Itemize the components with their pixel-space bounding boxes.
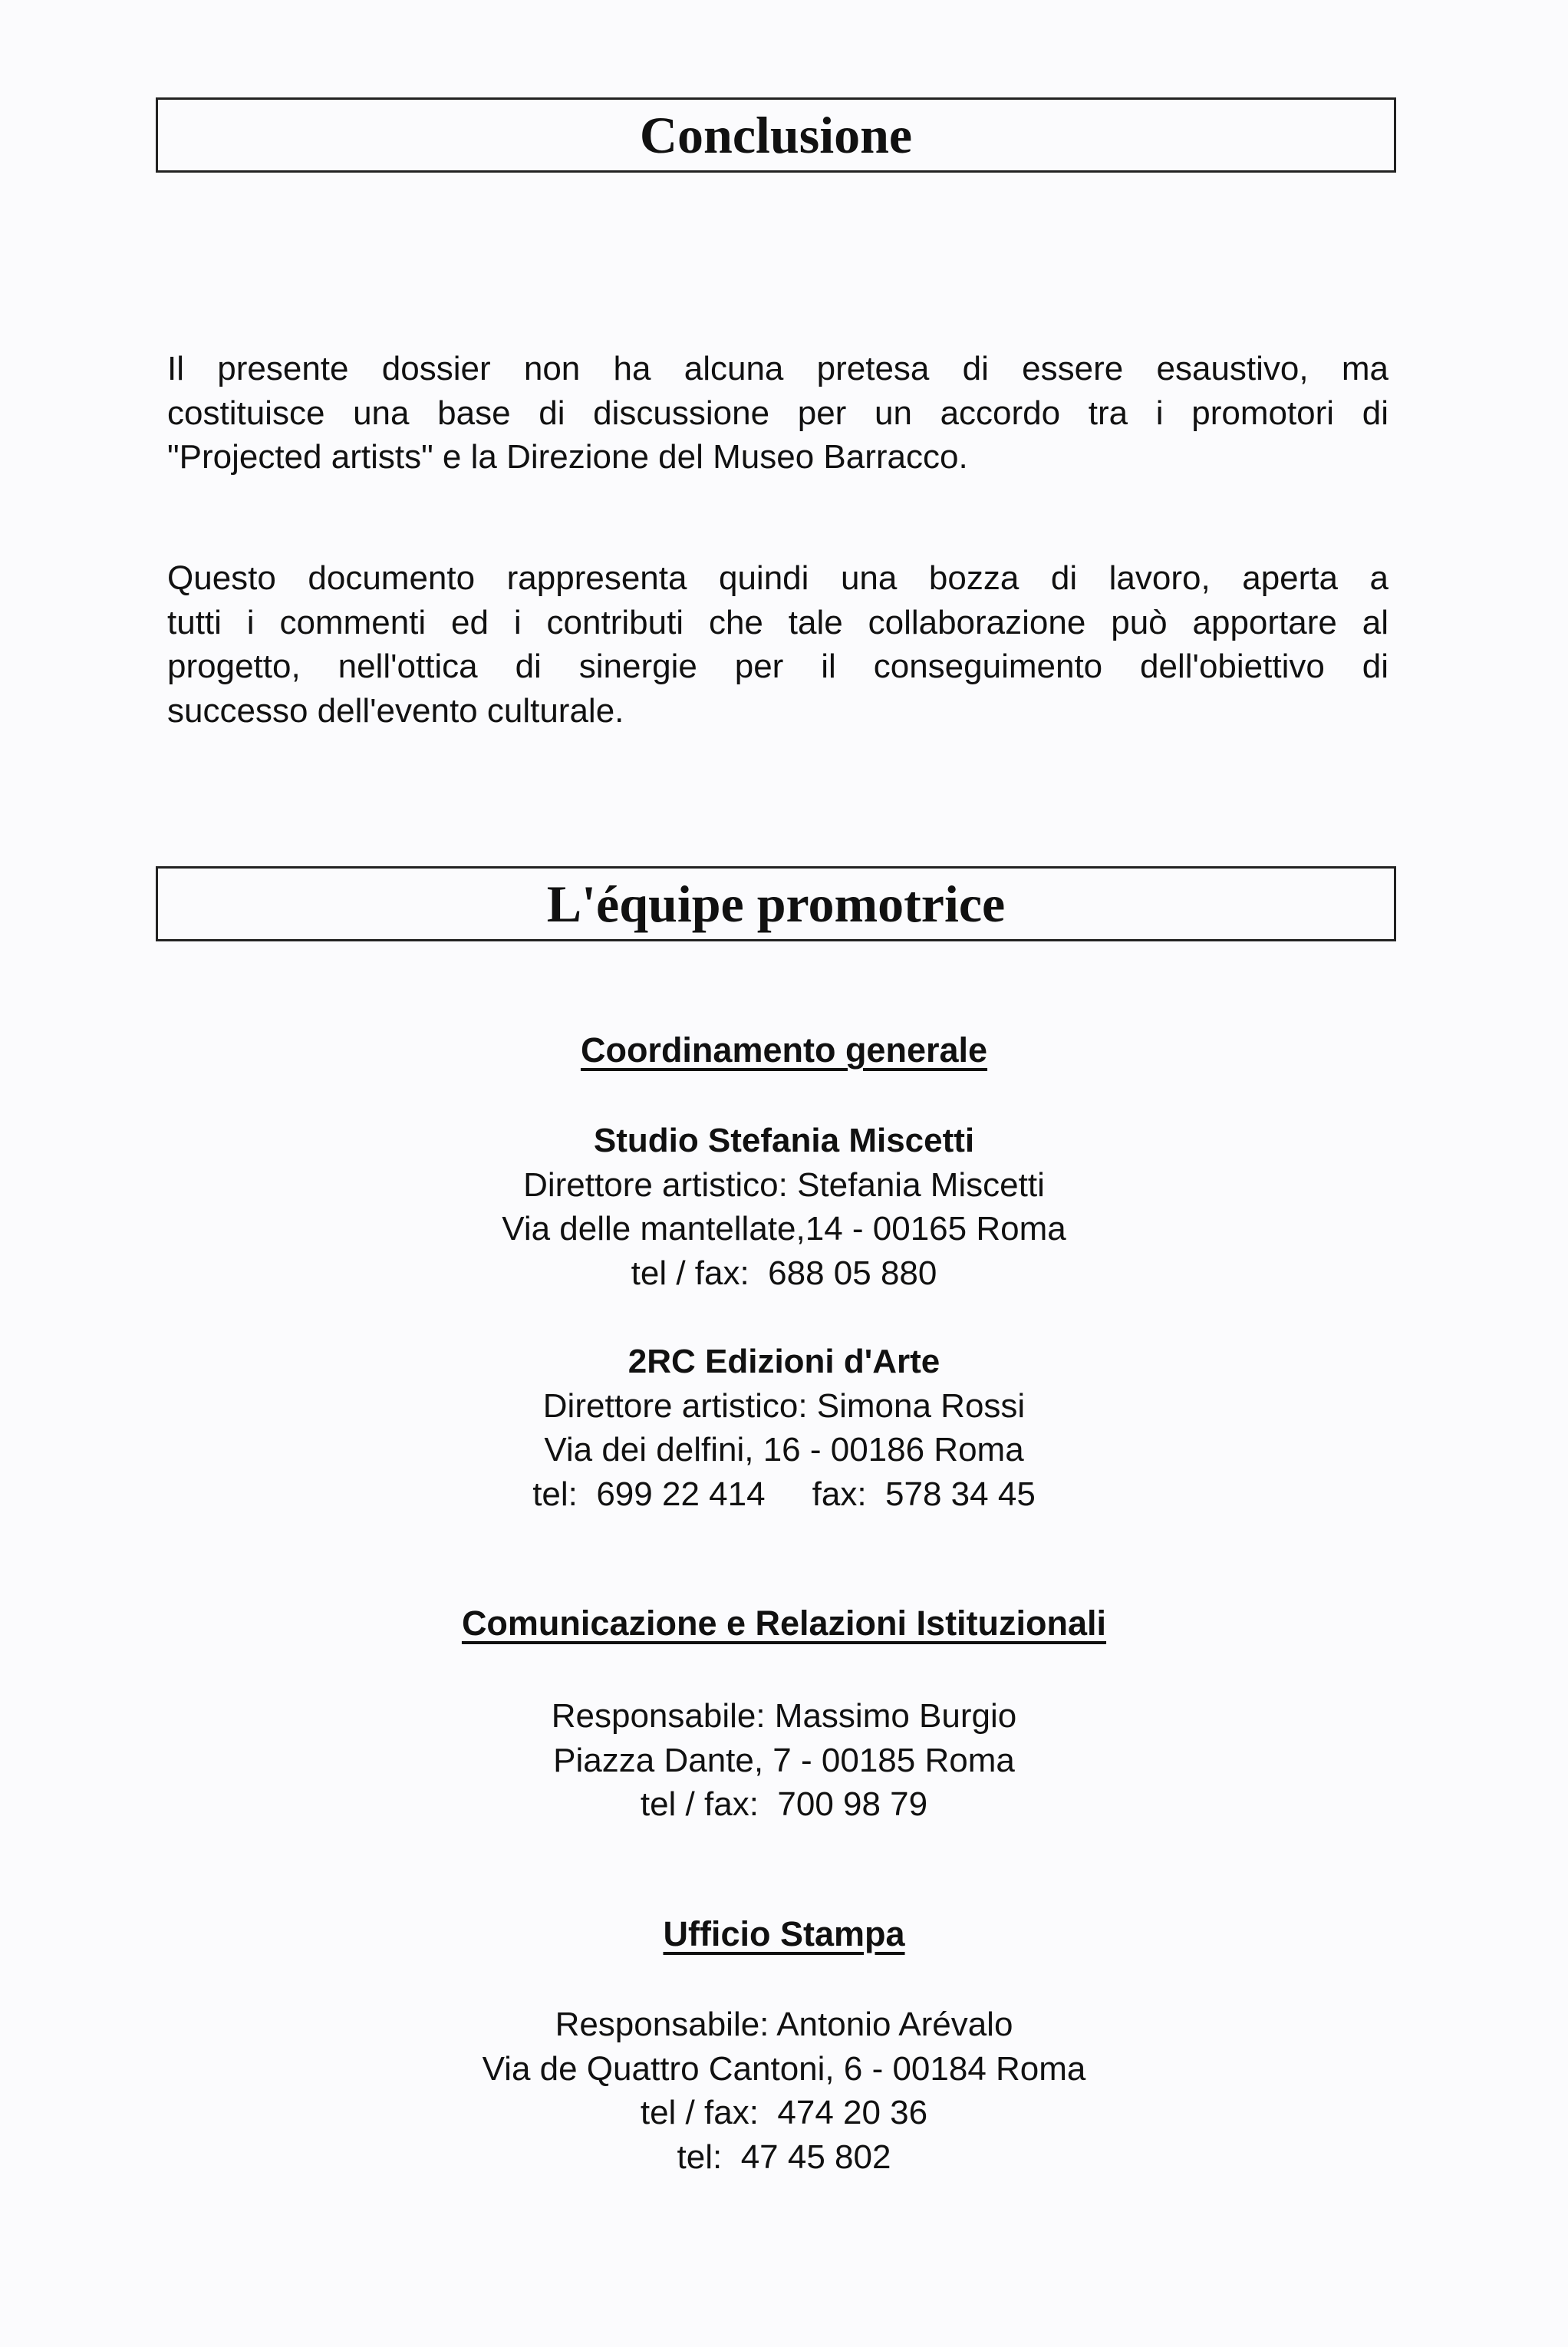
coordinamento-heading: Coordinamento generale	[580, 1030, 988, 1070]
phone: tel / fax: 700 98 79	[640, 1785, 928, 1823]
address: Via delle mantellate,14 - 00165 Roma	[502, 1210, 1066, 1248]
conclusione-paragraph-1	[167, 347, 1388, 480]
manager: Responsabile: Massimo Burgio	[551, 1697, 1017, 1735]
phone: tel / fax: 474 20 36	[640, 2094, 928, 2131]
conclusione-paragraph-2	[167, 556, 1388, 733]
text-line: tutti i commenti ed i contributi che tale collaborazione può apportare al	[167, 603, 1388, 641]
text-line: "Projected artists" e la Direzione del Museo Barracco.	[167, 438, 968, 476]
phone: tel / fax: 688 05 880	[631, 1254, 937, 1292]
org-name: 2RC Edizioni d'Arte	[628, 1343, 940, 1380]
text-line: Questo documento rappresenta quindi una bozza di lavoro, aperta a	[167, 559, 1388, 597]
conclusione-title-box	[156, 97, 1396, 173]
comunicazione-heading: Comunicazione e Relazioni Istituzionali	[461, 1604, 1107, 1643]
2rc-edizioni-contact	[0, 1340, 1568, 1516]
address: Via de Quattro Cantoni, 6 - 00184 Roma	[482, 2049, 1086, 2088]
text-line: successo dell'evento culturale.	[167, 691, 624, 730]
equipe-title-box	[156, 866, 1396, 941]
address: Via dei delfini, 16 - 00186 Roma	[544, 1431, 1024, 1469]
text-line: Il presente dossier non ha alcuna pretesa di essere esaustivo, ma	[167, 350, 1388, 387]
section-title: Conclusione	[639, 106, 913, 164]
text-line: progetto, nell'ottica di sinergie per il conseguimento dell'obiettivo di	[167, 648, 1388, 685]
phone-2: tel: 47 45 802	[677, 2138, 891, 2176]
phone: tel: 699 22 414 fax: 578 34 45	[532, 1475, 1036, 1513]
address: Piazza Dante, 7 - 00185 Roma	[553, 1741, 1015, 1779]
studio-miscetti-contact	[0, 1119, 1568, 1295]
director: Direttore artistico: Stefania Miscetti	[523, 1165, 1045, 1204]
org-name: Studio Stefania Miscetti	[593, 1122, 975, 1159]
director: Direttore artistico: Simona Rossi	[542, 1386, 1026, 1425]
text-line: costituisce una base di discussione per un accordo tra i promotori di	[167, 394, 1388, 432]
ufficio-stampa-heading: Ufficio Stampa	[663, 1914, 905, 1953]
manager: Responsabile: Antonio Arévalo	[555, 2006, 1013, 2043]
section-title: L'équipe promotrice	[546, 875, 1006, 933]
comunicazione-contact	[0, 1694, 1568, 1827]
ufficio-stampa-contact	[0, 2003, 1568, 2179]
